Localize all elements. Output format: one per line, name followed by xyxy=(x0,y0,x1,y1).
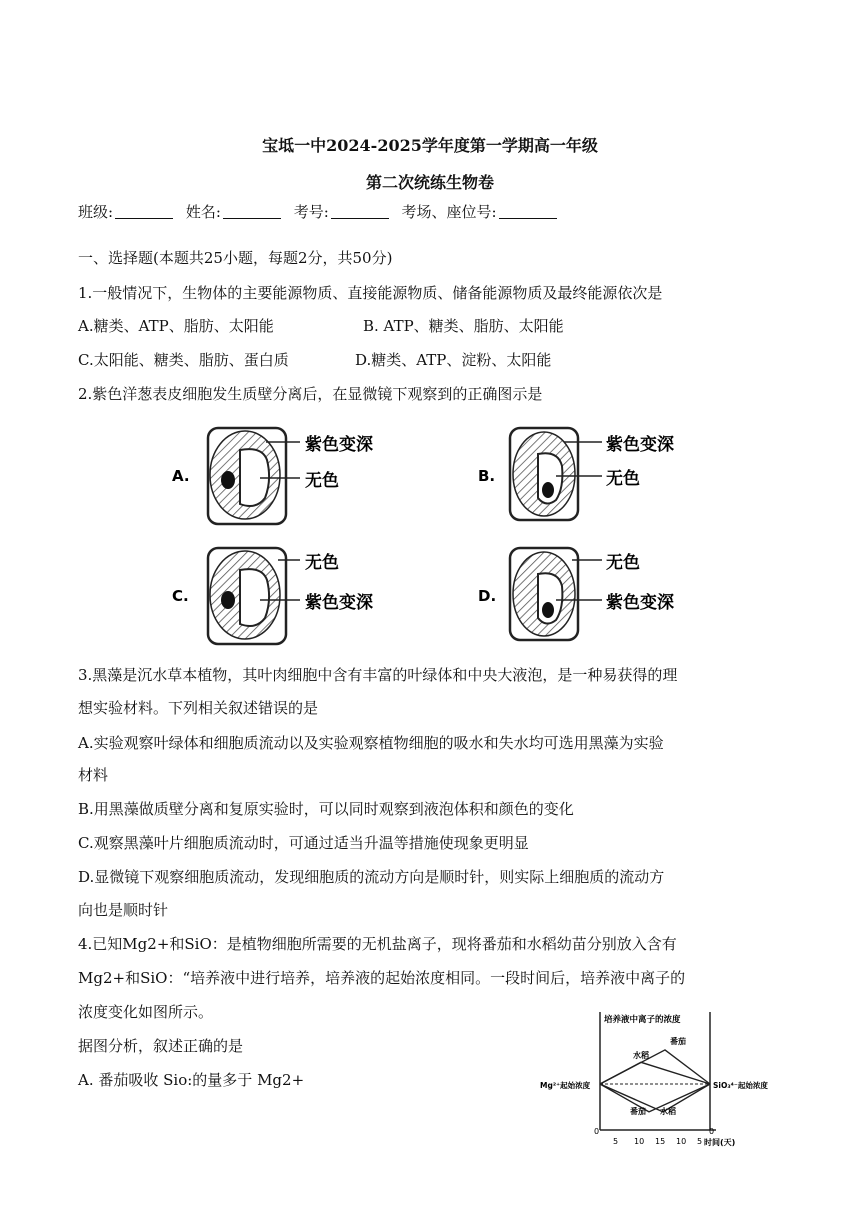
figure-a-label-bottom: 无色 xyxy=(305,471,339,491)
figure-d-nucleus xyxy=(542,602,554,618)
exam-title: 宝坻一中2024-2025学年度第一学期高一年级 xyxy=(262,136,598,155)
x-tick-label: 10 xyxy=(634,1137,645,1146)
chart-left-label: Mg²⁺起始浓度 xyxy=(540,1081,591,1090)
exam-subtitle: 第二次统练生物卷 xyxy=(365,173,494,192)
chart-title: 培养液中离子的浓度 xyxy=(604,1015,681,1025)
q3-stem-line2: 想实验材料。下列相关叙述错误的是 xyxy=(78,699,319,717)
figure-b-label-top: 紫色变深 xyxy=(606,435,674,455)
q4-stem-line2: Mg2+和SiO：“培养液中进行培养，培养液的起始浓度相同。一段时间后，培养液中离子的 xyxy=(78,969,686,987)
student-info-row xyxy=(78,202,565,222)
figure-b-letter: B. xyxy=(478,467,496,485)
figure-b xyxy=(478,428,674,520)
chart-origin-left: 0 xyxy=(594,1127,600,1136)
chart-label-lower-left: 番茄 xyxy=(630,1107,646,1116)
chart-x-ticks xyxy=(613,1137,702,1146)
figure-c-label-top: 无色 xyxy=(305,553,339,573)
figure-c-nucleus xyxy=(221,591,235,609)
q3-option-a-line2: 材料 xyxy=(78,766,109,784)
q3-option-a-line1: A.实验观察叶绿体和细胞质流动以及实验观察植物细胞的吸水和失水均可选用黑藻为实验 xyxy=(78,734,664,752)
q3-option-b: B.用黑藻做质壁分离和复原实验时，可以同时观察到液泡体积和颜色的变化 xyxy=(78,800,574,818)
figure-b-label-bottom: 无色 xyxy=(606,469,640,489)
figure-c-letter: C. xyxy=(172,587,189,605)
q1-option-d: D.糖类、ATP、淀粉、太阳能 xyxy=(355,351,552,369)
q1-option-b: B. ATP、糖类、脂肪、太阳能 xyxy=(363,317,564,335)
chart-label-upper-left: 水稻 xyxy=(633,1051,649,1060)
figure-c xyxy=(172,548,373,644)
number-label: 考号: xyxy=(293,203,329,221)
section-heading: 一、选择题(本题共25小题，每题2分，共50分) xyxy=(78,249,393,267)
chart-x-label: 时间(天) xyxy=(704,1138,736,1147)
figure-d-label-bottom: 紫色变深 xyxy=(606,593,674,613)
q1-stem: 1.一般情况下，生物体的主要能源物质、直接能源物质、储备能源物质及最终能源依次是 xyxy=(78,284,663,302)
q2-figure-grid xyxy=(160,418,720,650)
figure-c-vacuole xyxy=(240,569,269,626)
figure-d-label-top: 无色 xyxy=(606,553,640,573)
x-tick-label: 10 xyxy=(676,1137,687,1146)
q4-option-a: A. 番茄吸收 Sio:的量多于 Mg2+ xyxy=(78,1071,305,1089)
q3-option-d-line1: D.显微镜下观察细胞质流动，发现细胞质的流动方向是顺时针，则实际上细胞质的流动方 xyxy=(78,868,665,886)
x-tick-label: 15 xyxy=(655,1137,666,1146)
q3-option-c: C.观察黑藻叶片细胞质流动时，可通过适当升温等措施使现象更明显 xyxy=(78,834,529,852)
x-tick-label: 5 xyxy=(697,1137,703,1146)
q3-option-d-line2: 向也是顺时针 xyxy=(78,901,169,919)
seat-label: 考场、座位号: xyxy=(401,203,497,221)
chart-series-lines xyxy=(600,1050,710,1112)
q1-option-a: A.糖类、ATP、脂肪、太阳能 xyxy=(78,317,274,335)
q3-stem-line1: 3.黑藻是沉水草本植物，其叶肉细胞中含有丰富的叶绿体和中央大液泡，是一种易获得的理 xyxy=(78,666,678,684)
figure-b-nucleus xyxy=(542,482,554,498)
figure-d-letter: D. xyxy=(478,587,497,605)
figure-a xyxy=(172,428,373,524)
chart-origin-right: 0 xyxy=(709,1127,715,1136)
seat-blank[interactable] xyxy=(499,204,557,219)
number-blank[interactable] xyxy=(331,204,389,219)
q4-stem-line1: 4.已知Mg2+和SiO：是植物细胞所需要的无机盐离子，现将番茄和水稻幼苗分别放入含有 xyxy=(78,935,677,953)
q1-option-c: C.太阳能、糖类、脂肪、蛋白质 xyxy=(78,351,289,369)
x-tick-label: 5 xyxy=(613,1137,619,1146)
chart-label-lower-right: 水稻 xyxy=(660,1107,676,1116)
figure-a-nucleus xyxy=(221,471,235,489)
q4-stem-line3: 浓度变化如图所示。 xyxy=(78,1003,214,1021)
series-line xyxy=(600,1062,710,1084)
series-line xyxy=(600,1084,710,1112)
figure-c-label-bottom: 紫色变深 xyxy=(305,593,373,613)
chart-right-label: SiO₃⁴⁻起始浓度 xyxy=(713,1081,768,1090)
name-blank[interactable] xyxy=(223,204,281,219)
chart-label-upper-right: 番茄 xyxy=(670,1037,686,1046)
figure-d xyxy=(478,548,674,640)
q4-prompt: 据图分析，叙述正确的是 xyxy=(78,1037,244,1055)
q2-stem: 2.紫色洋葱表皮细胞发生质壁分离后，在显微镜下观察到的正确图示是 xyxy=(78,385,543,403)
class-label: 班级: xyxy=(78,203,114,221)
ion-concentration-chart xyxy=(538,1008,788,1156)
name-label: 姓名: xyxy=(185,203,221,221)
figure-a-letter: A. xyxy=(172,467,190,485)
class-blank[interactable] xyxy=(115,204,173,219)
figure-a-label-top: 紫色变深 xyxy=(305,435,373,455)
